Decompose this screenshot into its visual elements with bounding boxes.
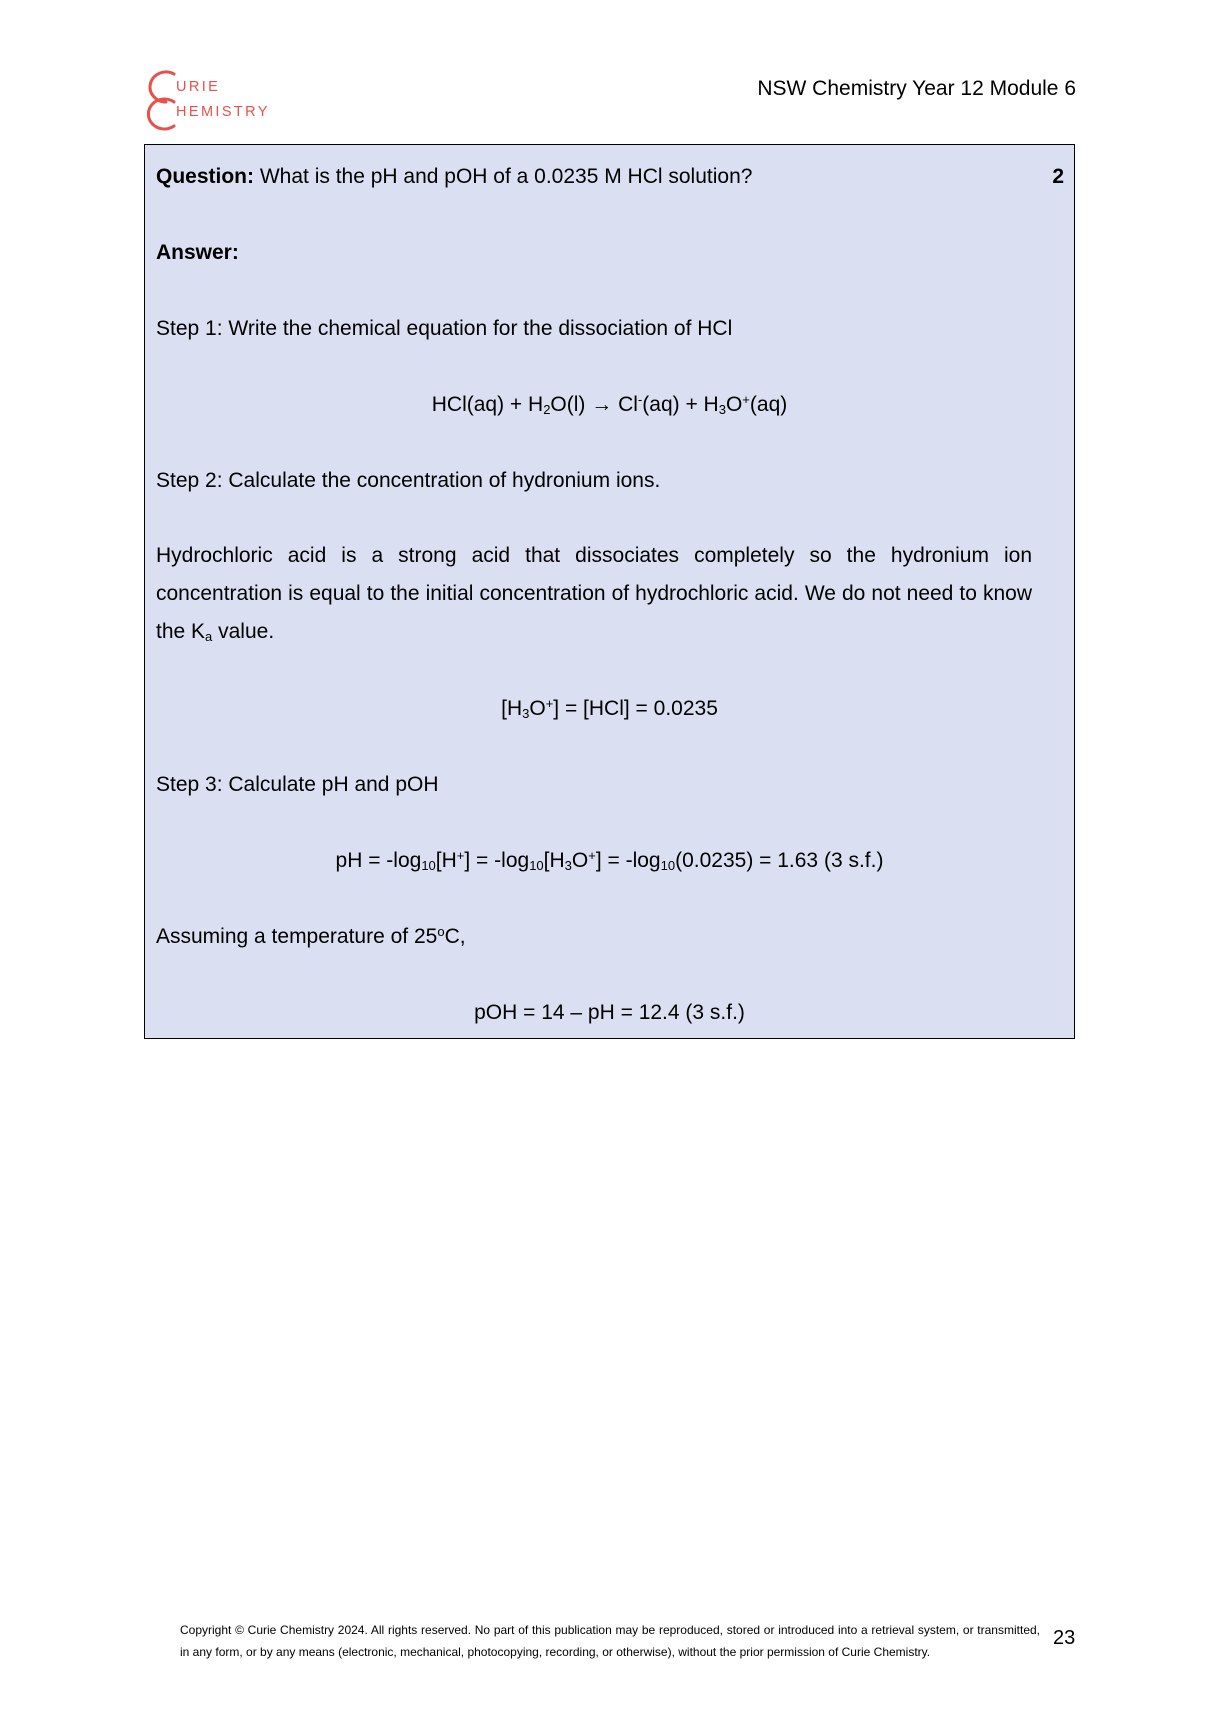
poh-calculation: pOH = 14 – pH = 12.4 (3 s.f.): [474, 1001, 745, 1024]
question-label: Question:: [156, 165, 254, 188]
dissociation-equation: $HCl(aq) + H_2O(l) \to Cl^-(aq) + H_3O^+(aq)$: [431, 392, 788, 417]
step-1-heading: Step 1: Write the chemical equation for the dissociation of HCl: [156, 317, 733, 340]
hydronium-concentration-equation: $[H_3O^+] = [HCl] = 0.0235$: [501, 696, 718, 721]
temperature-assumption: Assuming a temperature of 25$^o$C,: [156, 924, 466, 948]
page-header-title: NSW Chemistry Year 12 Module 6: [757, 77, 1076, 100]
reaction-arrow-icon: →: [591, 393, 613, 416]
logo-text-line2: HEMISTRY: [176, 104, 270, 120]
curie-chemistry-logo: [140, 66, 290, 136]
question-line: [156, 165, 752, 189]
answer-label: Answer:: [156, 241, 239, 264]
question-marks: 2: [1052, 165, 1064, 188]
ph-calculation: pH = $-\log_{10}[H^+] = -\log_{10}[H_3O^+] = -\log_{10}(0.0235) = 1.63$ (3 s.f.): [335, 848, 884, 873]
step-2-heading: Step 2: Calculate the concentration of hydronium ions.: [156, 469, 661, 492]
question-text: What is the pH and pOH of a 0.0235 M HCl solution?: [259, 165, 753, 188]
explanation-paragraph: Hydrochloric acid is a strong acid that dissociates completely so the hydronium ion concentration is equal to the initial concentration of hydrochloric acid. We do not need to know the $K_a$ value.: [156, 544, 1032, 644]
logo-text-line1: URIE: [176, 79, 221, 95]
page-number: 23: [1053, 1627, 1076, 1649]
logo-double-c-icon: [140, 66, 180, 132]
copyright-notice: Copyright © Curie Chemistry 2024. All rights reserved. No part of this publication may be reproduced, stored or introduced into a retrieval system, or transmitted, in any form, or by any means (electronic, mechanical, photocopying, recording, or otherwise), without the prior permission of Curie Chemistry.: [180, 1623, 1040, 1659]
step-3-heading: Step 3: Calculate pH and pOH: [156, 773, 439, 796]
question-box: [144, 144, 1075, 1039]
